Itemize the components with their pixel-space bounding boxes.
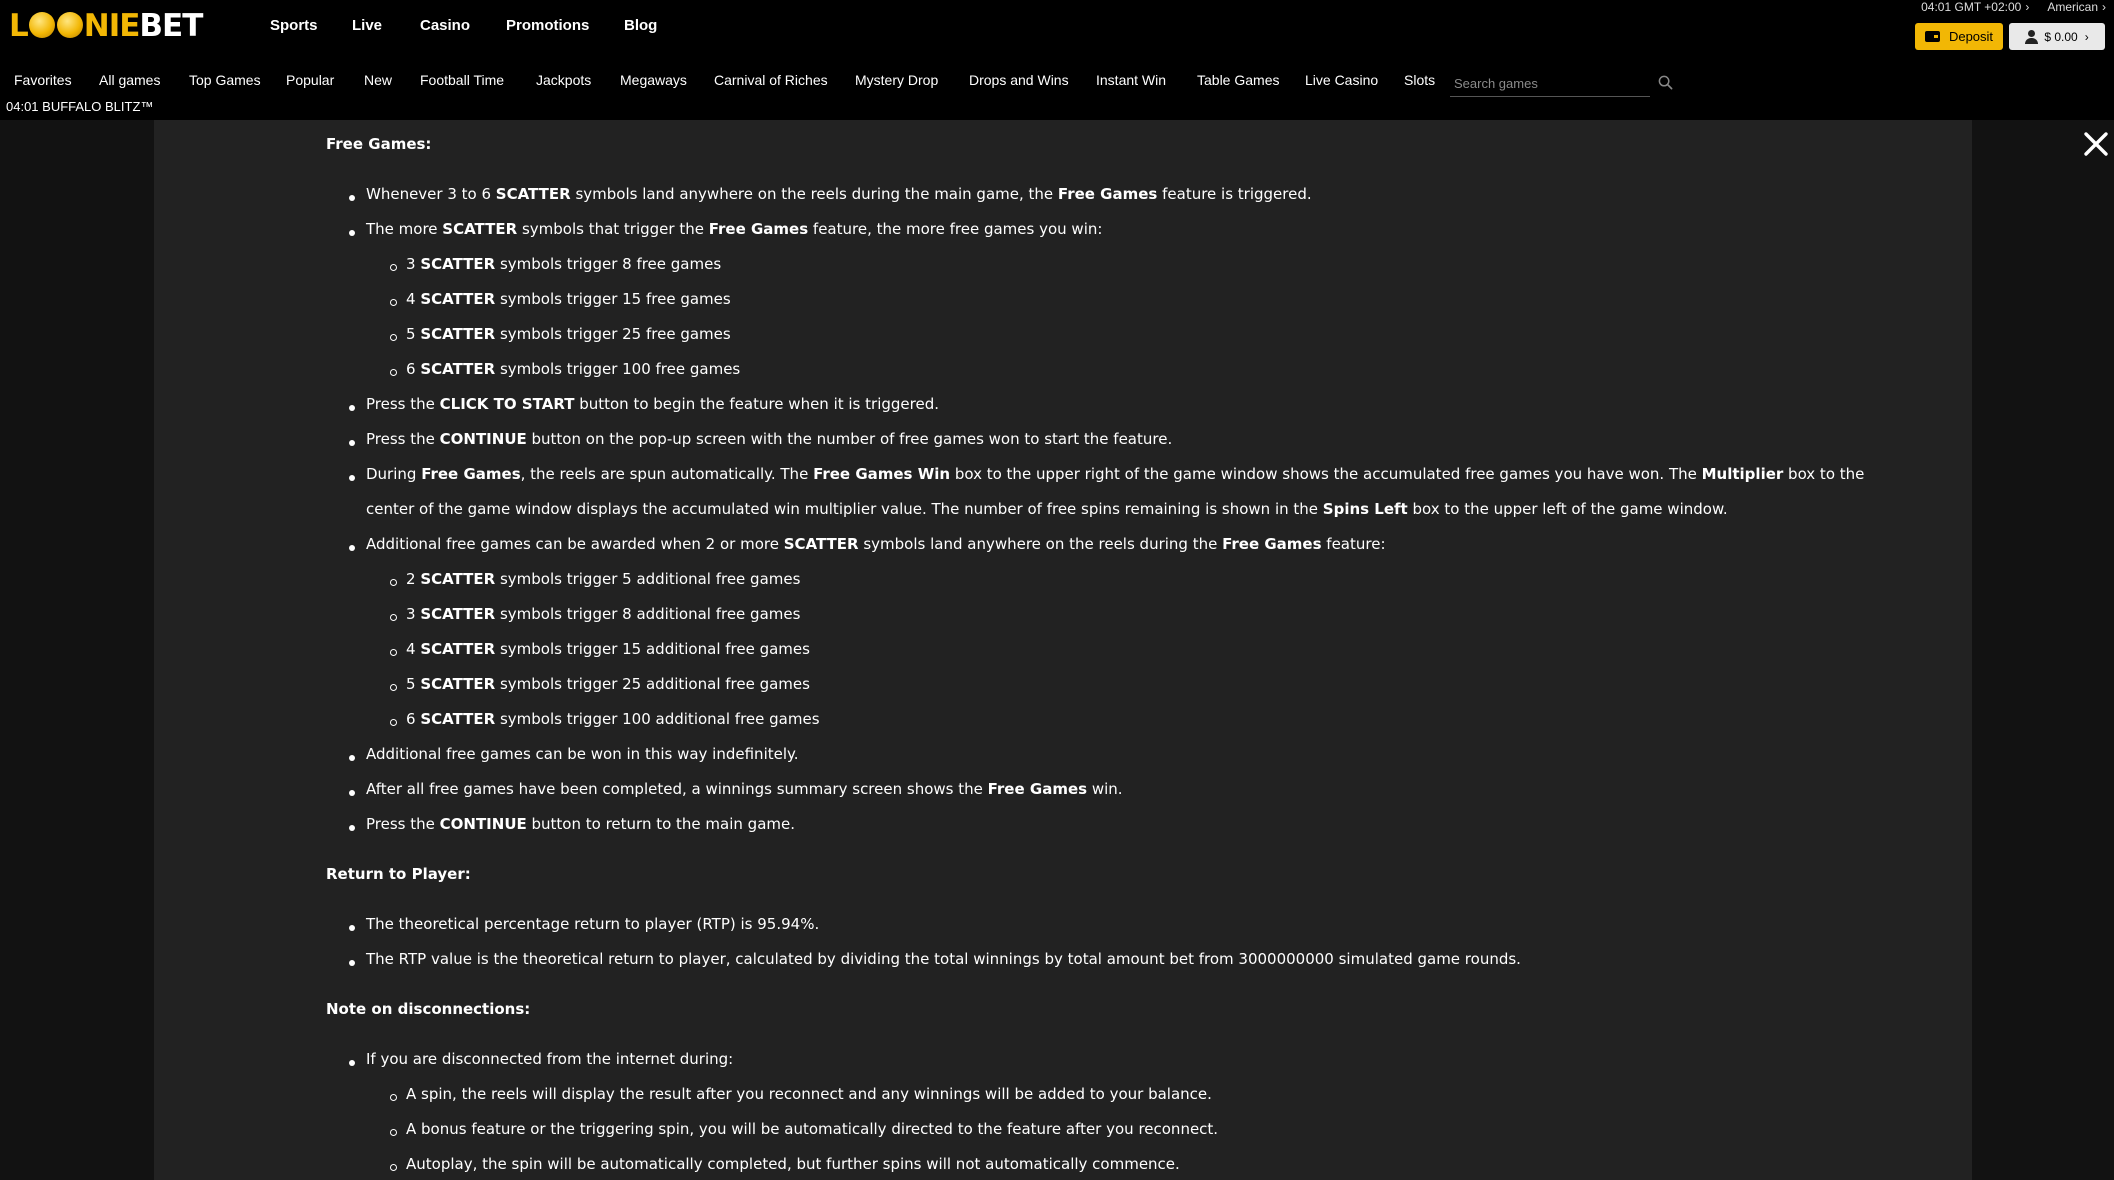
bullet-circle-icon — [390, 719, 397, 726]
category-popular[interactable]: Popular — [286, 72, 335, 88]
search-input[interactable] — [1454, 73, 1614, 93]
emphasis-text: SCATTER — [420, 290, 496, 308]
nav-sports[interactable]: Sports — [270, 17, 318, 34]
bullet-circle-icon — [390, 369, 397, 376]
emphasis-text: SCATTER — [420, 325, 496, 343]
sub-list-item — [406, 1120, 1218, 1138]
right-margin — [1972, 120, 2114, 1180]
text-segment: 3 — [406, 255, 421, 273]
text-segment: symbols trigger 15 additional free games — [495, 640, 810, 658]
list-item — [366, 395, 939, 413]
emphasis-text: Free Games — [1222, 535, 1322, 553]
text-segment: Press the — [366, 430, 440, 448]
text-segment: feature is triggered. — [1157, 185, 1312, 203]
logo-letter: L — [9, 8, 28, 44]
sub-list-item — [406, 325, 731, 343]
odds-format-selector[interactable] — [2047, 0, 2106, 16]
text-segment: symbols land anywhere on the reels during the main game, the — [570, 185, 1058, 203]
bullet-circle-icon — [390, 299, 397, 306]
emphasis-text: Spins Left — [1322, 500, 1408, 518]
text-segment: If you are disconnected from the internet during: — [366, 1050, 734, 1068]
list-item — [366, 430, 1172, 448]
emphasis-text: Free Games — [987, 780, 1088, 798]
deposit-label: Deposit — [1948, 29, 1994, 44]
text-segment: feature, the more free games you win: — [808, 220, 1103, 238]
text-segment: 2 — [406, 570, 421, 588]
bullet-circle-icon — [390, 579, 397, 586]
text-segment: The theoretical percentage return to player (RTP) is 95.94%. — [366, 915, 820, 933]
text-segment: button to begin the feature when it is triggered. — [574, 395, 939, 413]
bullet-circle-icon — [390, 649, 397, 656]
nav-casino[interactable]: Casino — [420, 17, 471, 34]
logo-gold-text: NIE — [83, 8, 140, 44]
sub-list-item — [406, 675, 810, 693]
bullet-disc-icon — [349, 1060, 355, 1066]
text-segment: A bonus feature or the triggering spin, you will be automatically directed to the feature after you reconnect. — [406, 1120, 1219, 1138]
wallet-icon — [1925, 31, 1940, 42]
text-segment: After all free games have been completed, a winnings summary screen shows the — [366, 780, 988, 798]
bullet-disc-icon — [349, 755, 355, 761]
list-item — [366, 220, 1102, 238]
sub-list-item — [406, 710, 820, 728]
bullet-disc-icon — [349, 790, 355, 796]
text-segment: symbols trigger 15 free games — [495, 290, 731, 308]
text-segment: 5 — [406, 675, 421, 693]
sub-list-item — [406, 1085, 1212, 1103]
bullet-disc-icon — [349, 925, 355, 931]
category-live-casino[interactable]: Live Casino — [1305, 72, 1379, 88]
free-games-heading: Free Games: — [326, 135, 432, 153]
balance-text: $ 0.00 — [2044, 29, 2078, 44]
category-drops-and-wins[interactable]: Drops and Wins — [969, 72, 1069, 88]
bullet-disc-icon — [349, 440, 355, 446]
emphasis-text: SCATTER — [420, 640, 496, 658]
text-segment: Autoplay, the spin will be automatically completed, but further spins will not automatically commence. — [406, 1155, 1180, 1173]
text-segment: 4 — [406, 640, 421, 658]
emphasis-text: SCATTER — [783, 535, 859, 553]
text-segment: Press the — [366, 815, 440, 833]
sub-list-item — [406, 255, 721, 273]
bullet-circle-icon — [390, 614, 397, 621]
list-item — [366, 745, 799, 763]
category-mystery-drop[interactable]: Mystery Drop — [855, 72, 939, 88]
text-segment: symbols trigger 8 additional free games — [495, 605, 801, 623]
text-segment: Press the — [366, 395, 440, 413]
meta-row — [1921, 0, 2106, 16]
text-segment: symbols that trigger the — [517, 220, 709, 238]
rtp-heading: Return to Player: — [326, 865, 471, 883]
category-table-games[interactable]: Table Games — [1197, 72, 1280, 88]
text-segment: 6 — [406, 710, 421, 728]
account-balance-button[interactable] — [2009, 23, 2105, 50]
text-segment: Additional free games can be won in this way indefinitely. — [366, 745, 799, 763]
clock-text: 04:01 GMT +02:00 — [1921, 0, 2022, 14]
game-title: 04:01 BUFFALO BLITZ™ — [6, 99, 154, 114]
bullet-circle-icon — [390, 1094, 397, 1101]
bullet-circle-icon — [390, 264, 397, 271]
category-instant-win[interactable]: Instant Win — [1096, 72, 1167, 88]
text-segment: A spin, the reels will display the result after you reconnect and any winnings will be added to your balance. — [406, 1085, 1212, 1103]
bullet-disc-icon — [349, 545, 355, 551]
coin-icon — [29, 12, 55, 38]
bullet-circle-icon — [390, 334, 397, 341]
text-segment: 3 — [406, 605, 421, 623]
bullet-disc-icon — [349, 405, 355, 411]
bullet-disc-icon — [349, 195, 355, 201]
bullet-circle-icon — [390, 684, 397, 691]
list-item — [366, 815, 795, 833]
category-jackpots[interactable]: Jackpots — [536, 72, 592, 88]
text-segment: symbols trigger 25 additional free games — [495, 675, 810, 693]
emphasis-text: Free Games Win — [813, 465, 951, 483]
text-segment: The RTP value is the theoretical return to player, calculated by dividing the total winnings by total amount bet from 3000000000 simulated game rounds. — [366, 950, 1521, 968]
emphasis-text: SCATTER — [420, 710, 496, 728]
nav-blog[interactable]: Blog — [624, 17, 658, 34]
odds-format-text: American — [2047, 0, 2098, 14]
sub-list-item — [406, 605, 800, 623]
list-item — [366, 465, 1864, 483]
chevron-right-icon: › — [2025, 0, 2030, 14]
emphasis-text: SCATTER — [420, 605, 496, 623]
list-item — [366, 500, 1728, 518]
emphasis-text: SCATTER — [420, 360, 496, 378]
nav-promotions[interactable]: Promotions — [506, 17, 590, 34]
search-box — [1450, 70, 1650, 97]
list-item — [366, 535, 1386, 553]
text-segment: box to the upper right of the game window shows the accumulated free games you have won. The — [950, 465, 1702, 483]
list-item — [366, 780, 1123, 798]
left-margin — [0, 120, 154, 1180]
bullet-disc-icon — [349, 230, 355, 236]
category-favorites[interactable]: Favorites — [14, 72, 72, 88]
text-segment: win. — [1087, 780, 1123, 798]
list-item — [366, 950, 1521, 968]
emphasis-text: CONTINUE — [439, 430, 527, 448]
bullet-circle-icon — [390, 1129, 397, 1136]
bullet-disc-icon — [349, 825, 355, 831]
text-segment: 6 — [406, 360, 421, 378]
time-selector[interactable] — [1921, 0, 2029, 16]
category-all-games[interactable]: All games — [99, 72, 161, 88]
category-megaways[interactable]: Megaways — [620, 72, 687, 88]
list-item — [366, 1050, 733, 1068]
text-segment: , the reels are spun automatically. The — [520, 465, 814, 483]
coin-icon — [57, 12, 83, 38]
category-top-games[interactable]: Top Games — [189, 72, 261, 88]
emphasis-text: CLICK TO START — [439, 395, 575, 413]
emphasis-text: SCATTER — [420, 675, 496, 693]
user-icon — [2025, 30, 2037, 44]
text-segment: symbols trigger 100 free games — [495, 360, 741, 378]
sub-list-item — [406, 640, 810, 658]
sub-list-item — [406, 570, 800, 588]
emphasis-text: Multiplier — [1701, 465, 1784, 483]
emphasis-text: SCATTER — [420, 570, 496, 588]
emphasis-text: Free Games — [1057, 185, 1158, 203]
text-segment: The more — [366, 220, 443, 238]
text-segment: center of the game window displays the accumulated win multiplier value. The number of free spins remaining is shown in the — [366, 500, 1323, 518]
top-bar — [0, 0, 2114, 52]
text-segment: button to return to the main game. — [526, 815, 795, 833]
text-segment: 4 — [406, 290, 421, 308]
text-segment: 5 — [406, 325, 421, 343]
logo-white-text: BET — [139, 8, 203, 44]
emphasis-text: Free Games — [708, 220, 809, 238]
looniebet-logo[interactable] — [9, 8, 202, 44]
text-segment: symbols trigger 25 free games — [495, 325, 731, 343]
disconnections-heading: Note on disconnections: — [326, 1000, 531, 1018]
emphasis-text: Free Games — [421, 465, 521, 483]
emphasis-text: CONTINUE — [439, 815, 527, 833]
text-segment: symbols trigger 5 additional free games — [495, 570, 801, 588]
close-icon[interactable] — [2082, 130, 2110, 158]
text-segment: Whenever 3 to 6 — [366, 185, 496, 203]
text-segment: box to the upper left of the game window. — [1407, 500, 1728, 518]
text-segment: During — [366, 465, 422, 483]
nav-live[interactable]: Live — [352, 17, 383, 34]
text-segment: box to the — [1783, 465, 1865, 483]
bullet-disc-icon — [349, 475, 355, 481]
category-nav — [0, 68, 2114, 96]
sub-list-item — [406, 290, 731, 308]
list-item — [366, 915, 819, 933]
bullet-circle-icon — [390, 1164, 397, 1171]
emphasis-text: SCATTER — [420, 255, 496, 273]
text-segment: feature: — [1321, 535, 1386, 553]
text-segment: symbols land anywhere on the reels during the — [858, 535, 1223, 553]
category-new[interactable]: New — [364, 72, 393, 88]
chevron-right-icon: › — [2102, 0, 2106, 14]
category-carnival-of-riches[interactable]: Carnival of Riches — [714, 72, 828, 88]
emphasis-text: SCATTER — [442, 220, 518, 238]
text-segment: button on the pop-up screen with the number of free games won to start the feature. — [526, 430, 1173, 448]
bullet-disc-icon — [349, 960, 355, 966]
text-segment: symbols trigger 8 free games — [495, 255, 722, 273]
text-segment: Additional free games can be awarded when 2 or more — [366, 535, 784, 553]
chevron-right-icon: › — [2084, 29, 2089, 44]
category-slots[interactable]: Slots — [1404, 72, 1436, 88]
text-segment: symbols trigger 100 additional free games — [495, 710, 820, 728]
sub-list-item — [406, 360, 740, 378]
sub-list-item — [406, 1155, 1180, 1173]
list-item — [366, 185, 1312, 203]
category-football-time[interactable]: Football Time — [420, 72, 505, 88]
search-icon[interactable] — [1658, 75, 1673, 90]
emphasis-text: SCATTER — [495, 185, 571, 203]
deposit-button[interactable] — [1915, 23, 2003, 50]
